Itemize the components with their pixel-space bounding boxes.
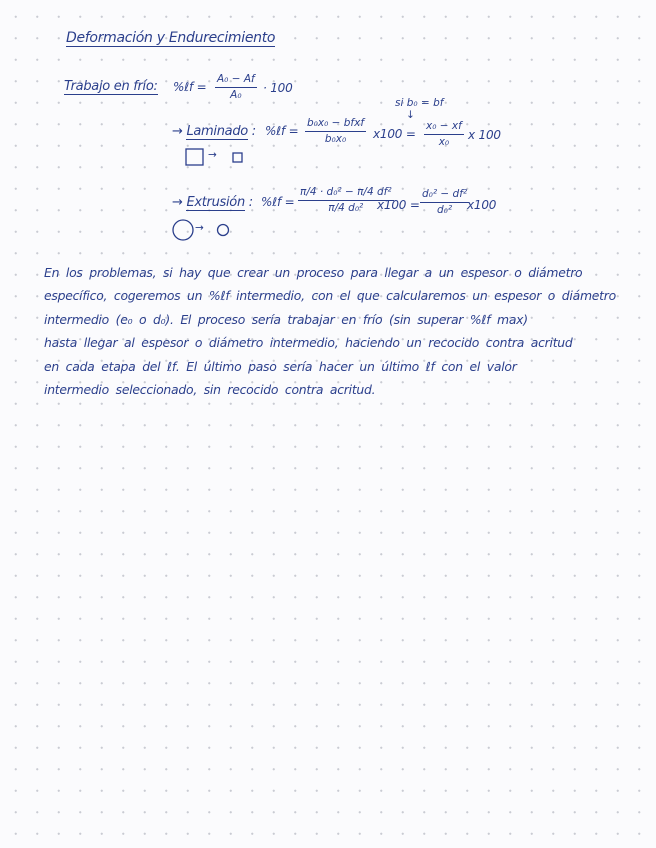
laminado-denominator-2: x₀ — [438, 135, 450, 148]
large-square-icon — [186, 149, 203, 165]
laminado-label-text: Laminado — [186, 124, 248, 139]
extrusion-denominator-2: d₀² — [437, 203, 453, 216]
extrusion-lhs: %ℓf = — [261, 195, 295, 209]
trabajo-tail: · 100 — [263, 81, 293, 95]
laminado-arrow: → — [172, 124, 183, 139]
trabajo-fraction — [215, 74, 257, 101]
laminado-numerator-2: x₀ − xf — [424, 121, 464, 135]
page-title: Deformación y Endurecimiento — [66, 30, 276, 46]
paragraph-line: hasta llegar al espesor o diámetro intermedio, haciendo un recocido contra acritud — [44, 335, 573, 351]
extrusion-numerator-1: π/4 · d₀² − π/4 df² — [298, 187, 394, 201]
laminado-times-1: x100 = — [373, 127, 416, 141]
large-circle-icon — [173, 220, 193, 240]
paragraph-line: intermedio seleccionado, sin recocido contra acritud. — [44, 382, 376, 398]
laminado-denominator-1: b₀x₀ — [324, 132, 347, 145]
laminado-times-2: x 100 — [468, 128, 501, 142]
trabajo-numerator: A₀ − Af — [215, 74, 257, 88]
extrusion-label — [172, 195, 253, 210]
paragraph-line: en cada etapa del ℓf. El último paso sería hacer un último ℓf con el valor — [44, 358, 517, 374]
extrusion-fraction-2 — [420, 189, 469, 216]
extrusion-denominator-1: π/4 d₀² — [328, 201, 364, 214]
laminado-fraction-2 — [424, 121, 464, 148]
laminado-label — [172, 124, 256, 139]
extrusion-label-text: Extrusión — [186, 195, 245, 210]
extrusion-colon: : — [248, 195, 253, 210]
extrusion-times-1: x100 = — [377, 198, 420, 212]
trabajo-label-text: Trabajo en frío: — [64, 79, 158, 94]
laminado-lhs: %ℓf = — [265, 124, 299, 138]
extrusion-arrow: → — [172, 195, 183, 210]
extrusion-numerator-2: d₀² − df² — [420, 189, 469, 203]
extrusion-shape-arrow: → — [195, 222, 204, 234]
extrusion-times-2: x100 — [467, 198, 497, 212]
laminado-condition: si b₀ = bf — [395, 97, 444, 109]
paragraph-line: intermedio (e₀ o d₀). El proceso sería trabajar en frío (sin superar %ℓf max) — [44, 311, 528, 327]
laminado-shape-arrow: → — [208, 149, 217, 161]
laminado-fraction-1 — [305, 118, 366, 145]
small-circle-icon — [218, 225, 229, 236]
laminado-condition-arrow: ↓ — [406, 109, 415, 121]
laminado-numerator-1: b₀x₀ − bfxf — [305, 118, 366, 132]
explanation-paragraph — [44, 261, 654, 401]
trabajo-lhs: %ℓf = — [173, 80, 207, 94]
trabajo-denominator: A₀ — [230, 88, 242, 101]
small-square-icon — [233, 153, 242, 162]
trabajo-label — [64, 79, 158, 94]
paragraph-line: En los problemas, si hay que crear un proceso para llegar a un espesor o diámetro — [44, 265, 583, 280]
paragraph-line: específico, cogeremos un %ℓf intermedio, con el que calcularemos un espesor o diámetro — [44, 288, 616, 304]
laminado-colon: : — [251, 124, 256, 139]
